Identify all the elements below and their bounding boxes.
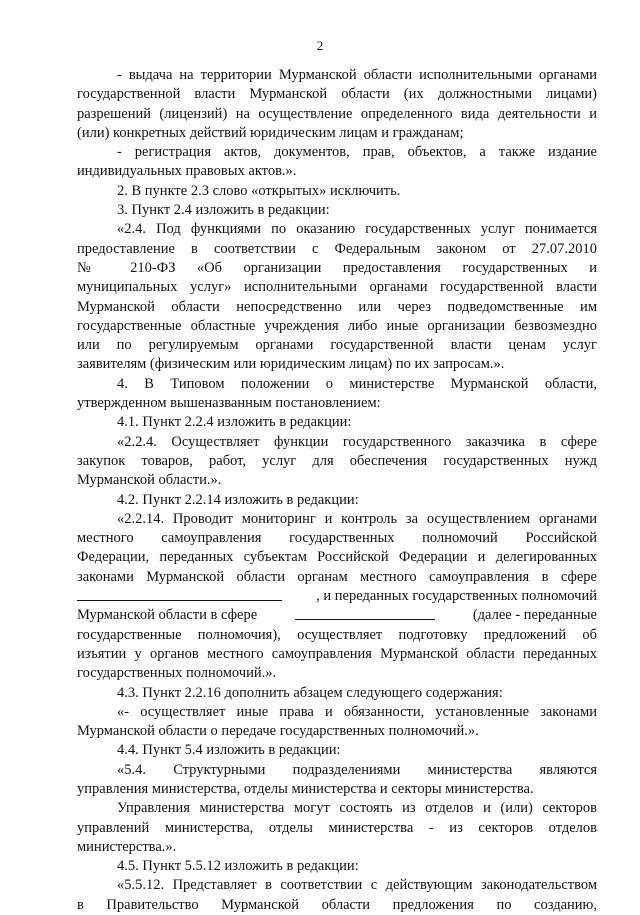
text-line: «5.4. Структурными подразделениями министерства являются [117, 761, 597, 778]
text-line: законами Мурманской области органам местного самоуправления в сфере [77, 568, 597, 585]
text-line-with-blank [77, 587, 597, 606]
text-line: (или) конкретных действий юридическим лицам и гражданам; [77, 124, 464, 141]
text-line: изъятии у органов местного самоуправления Мурманской области переданных [77, 645, 597, 662]
text-line: 2. В пункте 2.3 слово «открытых» исключить. [117, 182, 401, 199]
text-line: государственные полномочия), осуществляет подготовку предложений об [77, 626, 597, 643]
text-line: индивидуальных правовых актов.». [77, 163, 297, 180]
text-line: 3. Пункт 2.4 изложить в редакции: [117, 202, 330, 219]
text-line: закупок товаров, работ, услуг для обеспечения государственных нужд [77, 452, 597, 469]
text-line: местного самоуправления государственных полномочий Российской [77, 530, 597, 547]
text-line: «2.2.4. Осуществляет функции государственного заказчика в сфере [117, 433, 597, 450]
text-fragment: Мурманской области в сфере [77, 607, 258, 624]
document-body [77, 66, 597, 915]
text-line: - регистрация актов, документов, прав, объектов, а также издание [117, 144, 597, 161]
text-line: управлений министерства, отделы министерства - из секторов отделов [77, 819, 597, 836]
text-line: Мурманской области о передаче государственных полномочий.». [77, 723, 479, 740]
text-line: или по регулируемым органами государственной власти ценам услуг [77, 337, 597, 354]
text-fragment: (далее - переданные [472, 607, 597, 624]
text-line: разрешений (лицензий) на осуществление определенного вида деятельности и [77, 105, 597, 122]
text-line: 4.5. Пункт 5.5.12 изложить в редакции: [117, 858, 359, 875]
text-line: государственные областные учреждения либо иные организации безвозмездно [77, 317, 597, 334]
fill-in-blank [295, 606, 435, 620]
text-line: - выдача на территории Мурманской области исполнительными органами [117, 67, 597, 83]
text-line: государственных полномочий.». [77, 665, 277, 682]
text-line: муниципальных услуг» исполнительными органами государственной власти [77, 279, 597, 296]
text-line: Федерации, переданных субъектам Российской Федерации и делегированных [77, 549, 597, 566]
text-line: министерства.». [77, 838, 177, 855]
text-line: Управления министерства могут состоять из отделов и (или) секторов [117, 800, 597, 817]
fill-in-blank [77, 587, 282, 601]
text-line: № 210-ФЗ «Об организации предоставления государственных и [77, 259, 597, 276]
text-fragment: , и переданных государственных полномочий [316, 588, 597, 605]
text-line: в Правительство Мурманской области предложения по созданию, [77, 896, 597, 913]
text-line: 4.4. Пункт 5.4 изложить в редакции: [117, 742, 341, 759]
text-line-with-blank [77, 606, 597, 625]
text-line: 4. В Типовом положении о министерстве Мурманской области, [117, 375, 597, 392]
text-line: 4.3. Пункт 2.2.16 дополнить абзацем следующего содержания: [117, 684, 503, 701]
text-line: Мурманской области непосредственно или через подведомственные им [77, 298, 597, 315]
text-line: государственной власти Мурманской области (их должностными лицами) [77, 86, 597, 103]
text-line: «- осуществляет иные права и обязанности, установленные законами [117, 703, 597, 720]
text-line: 4.2. Пункт 2.2.14 изложить в редакции: [117, 491, 359, 508]
text-line: «5.5.12. Представляет в соответствии с действующим законодательством [117, 877, 597, 894]
text-line: предоставление в соответствии с Федеральным законом от 27.07.2010 [77, 240, 597, 257]
text-line: «2.2.14. Проводит мониторинг и контроль за осуществлением органами [117, 510, 597, 527]
text-line: управления министерства, отделы министерства и секторы министерства. [77, 780, 534, 797]
page-number: 2 [316, 38, 324, 53]
text-line: утвержденном вышеназванным постановлением: [77, 395, 381, 412]
text-line: Мурманской области.». [77, 472, 222, 489]
text-line: 4.1. Пункт 2.2.4 изложить в редакции: [117, 414, 352, 431]
text-line: «2.4. Под функциями по оказанию государственных услуг понимается [117, 221, 597, 238]
text-line: заявителям (физическим или юридическим лицам) по их запросам.». [77, 356, 505, 373]
